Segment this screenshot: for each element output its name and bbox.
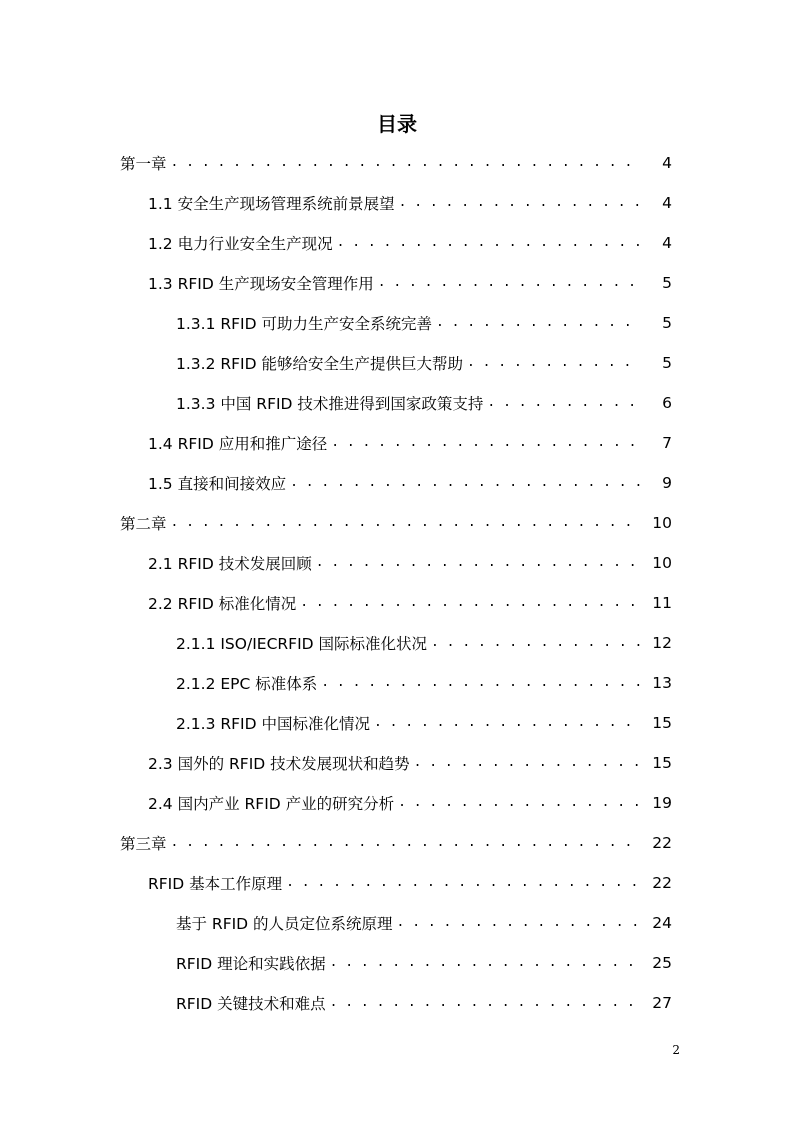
toc-entry[interactable]: [176, 703, 672, 743]
toc-dot-leader: [337, 233, 640, 253]
toc-entry-page: 22: [652, 834, 672, 852]
toc-dot-leader: [321, 673, 640, 693]
toc-dot-leader: [397, 913, 640, 933]
toc-entry-page: 5: [662, 314, 672, 332]
toc-entry-label: 1.5 直接和间接效应: [148, 475, 287, 493]
toc-entry-label: 2.3 国外的 RFID 技术发展现状和趋势: [148, 755, 410, 773]
page-number: 2: [672, 1043, 680, 1057]
toc-entry-label: 1.3.1 RFID 可助力生产安全系统完善: [176, 315, 432, 333]
toc-dot-leader: [398, 793, 640, 813]
toc-entry-page: 10: [652, 514, 672, 532]
toc-entry[interactable]: [176, 343, 672, 383]
toc-dot-leader: [330, 993, 640, 1013]
toc-dot-leader: [487, 393, 640, 413]
toc-dot-leader: [431, 633, 640, 653]
toc-entry[interactable]: [176, 903, 672, 943]
toc-dot-leader: [374, 713, 640, 733]
toc-entry-label: RFID 基本工作原理: [148, 875, 283, 893]
toc-entry[interactable]: [148, 183, 672, 223]
toc-entry-page: 5: [662, 274, 672, 292]
toc-entry[interactable]: [148, 543, 672, 583]
toc-entry[interactable]: [120, 503, 672, 543]
toc-entry-label: 1.3.2 RFID 能够给安全生产提供巨大帮助: [176, 355, 463, 373]
toc-entry-page: 24: [652, 914, 672, 932]
toc-dot-leader: [286, 873, 640, 893]
toc-entry[interactable]: [148, 863, 672, 903]
toc-entry-label: 1.1 安全生产现场管理系统前景展望: [148, 195, 395, 213]
toc-entry[interactable]: [148, 463, 672, 503]
toc-entry-label: 第一章: [120, 155, 167, 173]
toc-entry-page: 6: [662, 394, 672, 412]
toc-entry-label: RFID 关键技术和难点: [176, 995, 326, 1013]
toc-entry[interactable]: [176, 943, 672, 983]
toc-entry[interactable]: [176, 383, 672, 423]
toc-entry[interactable]: [176, 983, 672, 1023]
toc-entry-label: 2.4 国内产业 RFID 产业的研究分析: [148, 795, 395, 813]
toc-entry-page: 4: [662, 234, 672, 252]
toc-entry[interactable]: [148, 223, 672, 263]
toc-dot-leader: [399, 193, 640, 213]
toc-entry-label: 1.3.3 中国 RFID 技术推进得到国家政策支持: [176, 395, 484, 413]
toc-entry-label: 第二章: [120, 515, 167, 533]
toc-entry-page: 9: [662, 474, 672, 492]
toc-dot-leader: [436, 313, 640, 333]
toc-entry-page: 15: [652, 714, 672, 732]
toc-entry[interactable]: [148, 263, 672, 303]
toc-entry-page: 25: [652, 954, 672, 972]
toc-entry-page: 19: [652, 794, 672, 812]
toc-entry-page: 22: [652, 874, 672, 892]
toc-entry-page: 13: [652, 674, 672, 692]
toc-entry-label: 2.1 RFID 技术发展回顾: [148, 555, 312, 573]
toc-entry-label: 1.3 RFID 生产现场安全管理作用: [148, 275, 374, 293]
toc-dot-leader: [171, 153, 640, 173]
toc-entry-page: 27: [652, 994, 672, 1012]
toc-entry-label: 基于 RFID 的人员定位系统原理: [176, 915, 393, 933]
toc-entry-label: 第三章: [120, 835, 167, 853]
toc-entry-page: 5: [662, 354, 672, 372]
toc-entry-page: 4: [662, 194, 672, 212]
toc-entry-page: 12: [652, 634, 672, 652]
toc-entry[interactable]: [120, 143, 672, 183]
toc-entry-label: 2.1.1 ISO/IECRFID 国际标准化状况: [176, 635, 428, 653]
toc-entry-page: 10: [652, 554, 672, 572]
toc-entry[interactable]: [120, 823, 672, 863]
toc-entry[interactable]: [176, 303, 672, 343]
toc-entry[interactable]: [148, 423, 672, 463]
toc-entry-label: 1.2 电力行业安全生产现况: [148, 235, 333, 253]
toc-entry-label: RFID 理论和实践依据: [176, 955, 326, 973]
toc-entry[interactable]: [176, 663, 672, 703]
toc-entry-page: 7: [662, 434, 672, 452]
toc-dot-leader: [316, 553, 640, 573]
toc-dot-leader: [290, 473, 640, 493]
toc-entry[interactable]: [148, 783, 672, 823]
toc-dot-leader: [171, 513, 640, 533]
toc-entry-label: 2.1.2 EPC 标准体系: [176, 675, 318, 693]
toc-entry-label: 1.4 RFID 应用和推广途径: [148, 435, 328, 453]
toc-dot-leader: [330, 953, 640, 973]
toc-entry-label: 2.2 RFID 标准化情况: [148, 595, 297, 613]
toc-entry-label: 2.1.3 RFID 中国标准化情况: [176, 715, 370, 733]
page-title: 目录: [377, 112, 417, 136]
toc-dot-leader: [467, 353, 640, 373]
toc-entry[interactable]: [148, 743, 672, 783]
toc-dot-leader: [331, 433, 640, 453]
toc-entry-page: 4: [662, 154, 672, 172]
toc-entry[interactable]: [148, 583, 672, 623]
toc-entry-page: 11: [652, 594, 672, 612]
toc-entry[interactable]: [176, 623, 672, 663]
toc-dot-leader: [414, 753, 640, 773]
toc-dot-leader: [378, 273, 640, 293]
toc-entry-page: 15: [652, 754, 672, 772]
toc-dot-leader: [300, 593, 640, 613]
toc-dot-leader: [171, 833, 640, 853]
